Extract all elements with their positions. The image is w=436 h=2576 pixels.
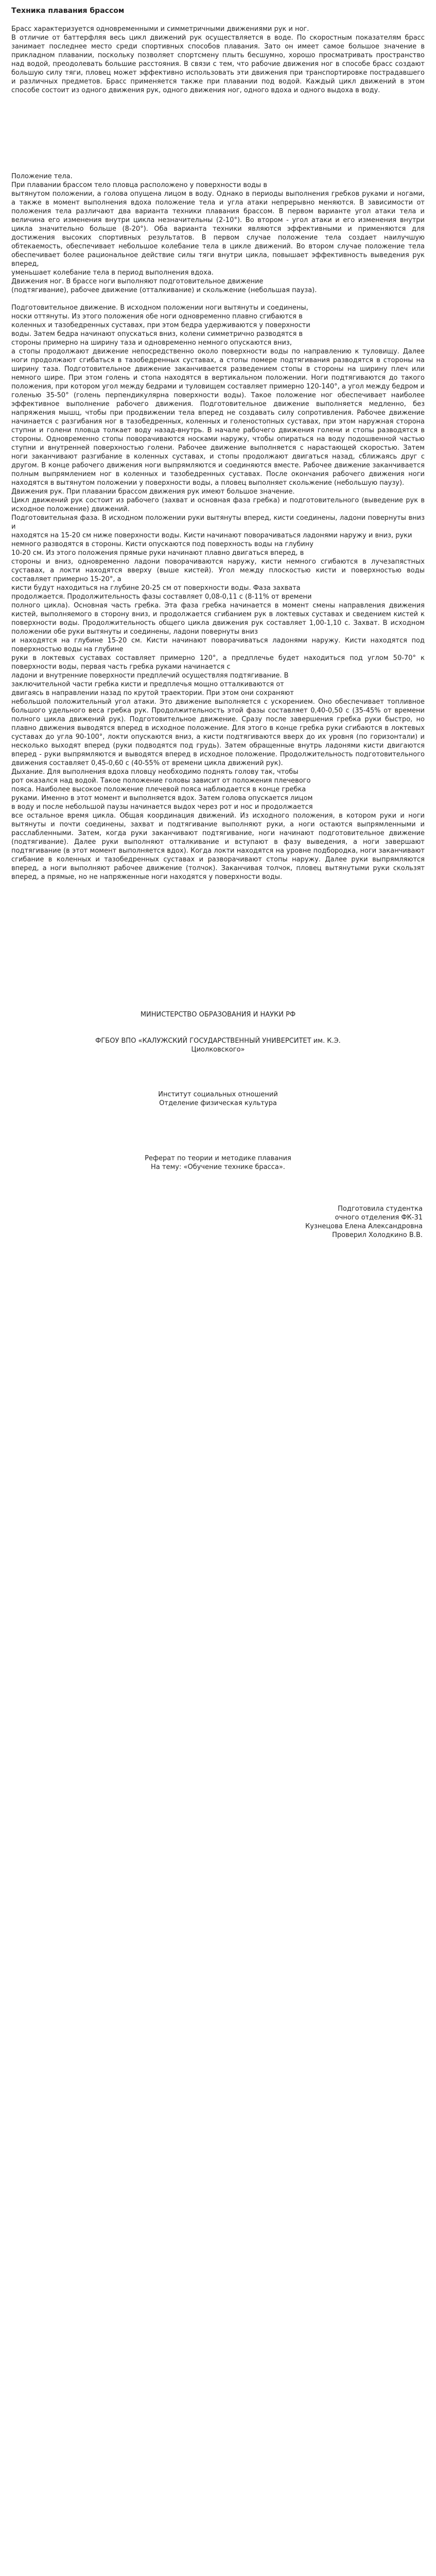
paragraph: немного разводятся в стороны. Кисти опускаются под поверхность воды на глубину <box>11 540 313 548</box>
paragraph: Положение тела. <box>11 173 73 180</box>
paragraph: а стопы продолжают движение непосредственно около поверхности воды по направлению к туловищу. Далее ноги продолжают сгибаться в тазобедренных суставах, а стопы помере подтягивания разводятся в стороны на ширину таза. Подготовительное движение заканчивается разведением стопы в стороны на ширину плеч или немного шире. При этом голень и стопа находятся в вертикальном положении. Ноги подтягиваются до такого положения, при котором угол между бедрами и туловищем составляет примерно 120-140°, а угол между бедром и голенью 35-50° (голень перпендикулярна поверхности воды). Такое положение ног обеспечивает наиболее эффективное выполнение рабочего движения. Подготовительное движение выполняется медленно, без напряжения мышц, чтобы при продвижении тела вперед не создавать силу сопротивления. Рабочее движение начинается с разгибания ног в тазобедренных, коленных и голеностопных суставах, при этом наружная сторона ступни и голени пловца толкает воду назад-внутрь. В начале рабочего движения голени и стопы разводятся в стороны. Одновременно стопы поворачиваются носками наружу, чтобы опираться на воду подошвенной частью ступни и внутренней поверхностью голени. Рабочее движение выполняется с нарастающей скоростью. Затем ноги заканчивают разгибание в коленных суставах, и стопы продолжают двигаться назад, сближаясь друг с другом. В конце рабочего движения ноги выпрямляются и соединяются вместе. Рабочее движение заканчивается полным выпрямлением ног в коленных и тазобедренных суставах. После окончания рабочего движения ноги находятся в вытянутом положении у поверхности воды, а пловец выполняет скольжение (небольшую паузу). <box>11 348 425 487</box>
paragraph: небольшой положительный угол атаки. Это движение выполняется с ускорением. Оно обеспечивает топливное большого удельного веса гребка рук. Продолжительность этой фазы составляет 0,40-0,50 с (35-45% от времени полного цикла движений рук). Подготовительное движение. Сразу после завершения гребка руки быстро, но плавно движения выводятся вперед в исходное положение. Для этого в конце гребка руки сгибаются в локтевых суставах до угла 90-100°, локти опускаются вниз, а кисти подтягиваются вверх до их уровня (по горизонтали) и несколько выходят вперед (руки подводятся под грудь). Затем обращенные внутрь ладонями кисти двигаются вперед - руки выпрямляются и выводятся вперед в исходное положение. Продолжительность подготовительного движения составляет 0,45-0,60 с (40-55% от времени цикла движений рук). <box>11 698 425 767</box>
paragraph: ладони и внутренние поверхности предплечий осуществляя подтягивание. В <box>11 672 289 680</box>
paragraph: вытянутом положении, а голова опущена лицом в воду. Однако в периоды выполнения гребков руками и ногами, а также в момент выполнения вдоха положение тела и угла атаки непрерывно меняются. В зависимости от положения тела различают два варианта техники плавания брассом. В первом варианте угол атаки тела и величина его изменения внутри цикла незначительны (2-10°). Во втором - угол атаки и его изменения внутри цикла значительно больше (8-20°). Оба варианта техники являются эффективными и применяются для достижения высоких спортивных результатов. В первом случае положение тела создает наилучшую обтекаемость, обеспечивает небольшое колебание тела в цикле движений. Во втором случае положение тела обеспечивает более рациональное действие силы тяги внутри цикла, повышает эффективность выведения рук вперед, <box>11 190 425 268</box>
university-name <box>11 1037 425 1054</box>
author-line: Кузнецова Елена Александровна <box>305 1223 423 1230</box>
page-title: Техника плавания брассом <box>11 7 125 15</box>
paragraph: При плавании брассом тело пловца расположено у поверхности воды в <box>11 181 267 189</box>
university-line-2: Циолковского» <box>191 1046 245 1054</box>
paragraph: стороны примерно на ширину таза и одновременно немного опускаются вниз, <box>11 339 292 347</box>
paragraph: полного цикла). Основная часть гребка. Эта фаза гребка начинается в момент смены направления движения кистей, выполняемого в сторону вниз, и продолжается сгибанием рук в локтевых суставах и сведением кистей к поверхности воды. Продолжительность общего цикла движения рук составляет 1,00-1,10 с. Захват. В исходном положении обе руки вытянуты и соединены, ладони повернуты вниз <box>11 602 425 636</box>
essay-type-line: Реферат по теории и методике плавания <box>145 1155 291 1162</box>
paragraph: продолжается. Продолжительность фазы составляет 0,08-0,11 с (8-11% от времени <box>11 593 312 601</box>
author-line: очного отделения ФК-31 <box>335 1214 423 1222</box>
paragraph: уменьшает колебание тела в период выполнения вдоха. <box>11 269 214 277</box>
paragraph: руки в локтевых суставах составляет примерно 120°, а предплечье будет находиться под углом 50-70° к поверхности воды, первая часть гребка руками начинается с <box>11 654 425 671</box>
paragraph: двигаясь в направлении назад по крутой траектории. При этом они сохраняют <box>11 689 294 697</box>
paragraph: коленных и тазобедренных суставах, при этом бедра удерживаются у поверхности <box>11 321 310 329</box>
paragraph: Дыхание. Для выполнения вдоха пловцу необходимо поднять голову так, чтобы <box>11 768 299 776</box>
paragraph: (подтягивание), рабочее движение (отталкивание) и скольжение (небольшая пауза). <box>11 286 317 294</box>
paragraph: и находятся на глубине 15-20 см. Кисти начинают поворачиваться ладонями наружу. Кисти находятся под поверхностью воды на глубине <box>11 637 425 653</box>
paragraph: руками. Именно в этот момент и выполняется вдох. Затем голова опускается лицом <box>11 794 313 802</box>
paragraph: рот оказался над водой. Такое положение головы зависит от положения плечевого <box>11 777 311 785</box>
author-block <box>11 1205 425 1240</box>
paragraph: Движения ног. В брассе ноги выполняют подготовительное движение <box>11 278 264 285</box>
paragraph: Движения рук. При плавании брассом движения рук имеют большое значение. <box>11 488 295 496</box>
paragraph: все остальное время цикла. Общая координация движений. Из исходного положения, в котором руки и ноги вытянуты и почти соединены, захват и подтягивание выполняют руки, а ноги остаются выпрямленными и расслабленными. Затем, когда руки заканчивают подтягивание, ноги начинают подготовительное движение (подтягивание). Далее руки выполняют отталкивание и вступают в фазу выведения, а ноги завершают подтягивание (в этот момент выполняется вдох). Когда локти находятся на уровне подбородка, ноги заканчивают сгибание в коленных и тазобедренных суставах и разворачивают стопы наружу. Далее руки выпрямляются вперед, а ноги выполняют рабочее движение (толчок). Заканчивая толчок, пловец вытянутыми руки скользят вперед, а прямые, но не напряженные ноги находятся у поверхности воды. <box>11 812 425 881</box>
author-line: Подготовила студентка <box>338 1205 423 1213</box>
title-page <box>11 1010 425 1240</box>
university-line-1: ФГБОУ ВПО «КАЛУЖСКИЙ ГОСУДАРСТВЕННЫЙ УНИВЕРСИТЕТ им. К.Э. <box>95 1037 341 1045</box>
paragraph: в воду и после небольшой паузы начинается выдох через рот и нос и продолжается <box>11 803 313 811</box>
paragraph: 10-20 см. Из этого положения прямые руки начинают плавно двигаться вперед, в <box>11 549 304 557</box>
paragraph: Брасс характеризуется одновременными и симметричными движениями рук и ног. <box>11 25 309 33</box>
paragraph: пояса. Наиболее высокое положение плечевой пояса наблюдается в конце гребка <box>11 786 306 793</box>
paragraph: находятся на 15-20 см ниже поверхности воды. Кисти начинают поворачиваться ладонями наружу и вниз, руки <box>11 532 412 539</box>
paragraph: воды. Затем бедра начинают опускаться вниз, колени симметрично разводятся в <box>11 330 303 338</box>
paragraph: кисти будут находиться на глубине 20-25 см от поверхности воды. Фаза захвата <box>11 584 301 592</box>
paragraph: В отличие от баттерфляя весь цикл движений рук осуществляется в воде. По скоростным показателям брасс занимает последнее место среди спортивных способов плавания. Зато он имеет самое большое значение в прикладном плавании, поскольку позволяет спортсмену плыть бесшумно, хорошо просматривать пространство над водой, преодолевать большие расстояния. В связи с тем, что рабочие движения ног в способе брасс создают большую силу тяги, пловец может эффективно использовать эти движения при транспортировке пострадавшего и различных предметов. Брасс применяется также при плавании под водой. Каждый цикл движений в этом способе состоит из одного движения рук, одного движения ног, одного вдоха и одного выдоха в воду. <box>11 34 425 94</box>
paragraph: заключительной части гребка кисти и предплечья мощно отталкиваются от <box>11 681 284 688</box>
ministry-line: МИНИСТЕРСТВО ОБРАЗОВАНИЯ И НАУКИ РФ <box>140 1011 296 1019</box>
paragraph: Подготовительное движение. В исходном положении ноги вытянуты и соединены, <box>11 304 308 312</box>
paragraph: Цикл движений рук состоит из рабочего (захват и основная фаза гребка) и подготовительного (выведение рук в исходное положение) движений. <box>11 497 425 513</box>
department-line: Отделение физическая культура <box>159 1099 277 1107</box>
institute-line: Институт социальных отношений <box>158 1091 278 1098</box>
author-line: Проверил Холодкино В.В. <box>332 1231 423 1239</box>
paragraph: стороны и вниз, одновременно ладони поворачиваются наружу, кисти немного сгибаются в лучезапястных суставах, а локти находятся вверху (выше кистей). Угол между плоскостью кисти и поверхностью воды составляет примерно 15-20°, а <box>11 558 425 583</box>
paragraph: Подготовительная фаза. В исходном положении руки вытянуты вперед, кисти соединены, ладони повернуты вниз и <box>11 514 425 531</box>
article-body <box>11 25 425 882</box>
paragraph: носки оттянуты. Из этого положения обе ноги одновременно плавно сгибаются в <box>11 313 303 320</box>
essay-topic-line: На тему: «Обучение технике брасса». <box>151 1163 285 1171</box>
